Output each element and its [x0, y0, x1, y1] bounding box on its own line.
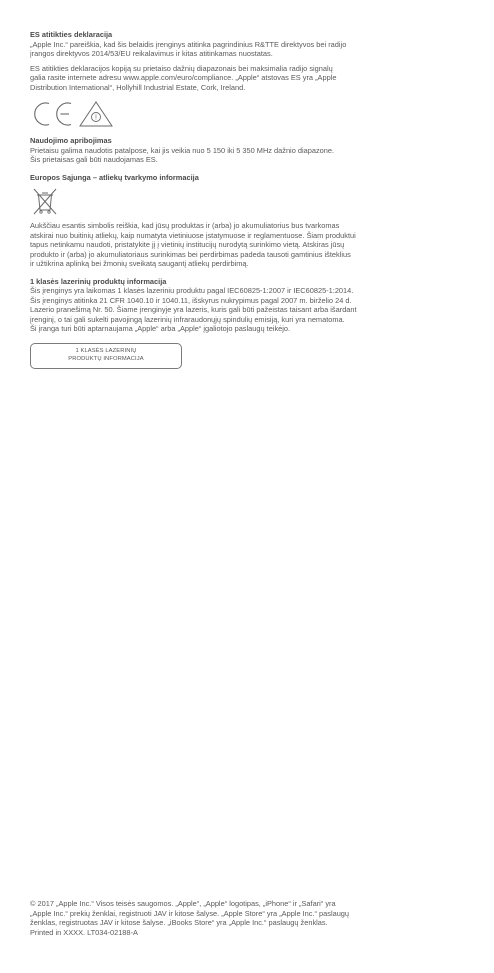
- usage-section: [30, 136, 470, 165]
- laser-info-button[interactable]: [30, 343, 182, 369]
- recycling-section: [30, 173, 470, 269]
- crossed-out-bin-icon: [30, 186, 60, 216]
- footer-text: © 2017 „Apple Inc.“ Visos teisės saugomos. „Apple“, „Apple“ logotipas, „iPhone“ ir „Safari“ yra „Apple Inc.“ prekių ženklai, registruoti JAV ir kitose šalyse. „Apple Store“ yra „Apple Inc.“ paslaugų ženklas, registruotas JAV ir kitose šalyse. „iBooks Store“ yra „Apple Inc.“ paslaugų ženklas. Printed in XXXX. LT034-02188-A: [30, 899, 350, 937]
- certification-marks: [30, 100, 470, 128]
- laser-heading: 1 klasės lazerinių produktų informacija: [30, 276, 167, 286]
- class-2-alert-icon: [78, 100, 114, 128]
- usage-heading: Naudojimo apribojimas: [30, 136, 112, 145]
- usage-paragraph: Prietaisu galima naudotis patalpose, kai jis veikia nuo 5 150 iki 5 350 MHz dažnio diapazone. Šis prietaisas gali būti naudojamas ES.: [30, 145, 335, 164]
- recycling-paragraph: Aukščiau esantis simbolis reiškia, kad jūsų produktas ir (arba) jo akumuliatorius bus tvarkomas atskirai nuo buitinių atliekų, kaip numatyta vietiniuose įstatymuose ir reglamentuose. Šiam produktui tapus netinkamu naudoti, pristatykite jį į vietinių institucijų nurodytą surinkimo vietą. Atskiras jūsų produkto ir (arba) jo akumuliatoriaus surinkimas bei perdirbimas padeda tausoti gamtinius išteklius ir užtikrina aplinką bei žmonių sveikatą saugantį atliekų perdirbimą.: [30, 221, 356, 268]
- laser-button-line-1: 1 KLASĖS LAZERINIŲ: [75, 348, 137, 355]
- declaration-section: [30, 30, 470, 92]
- declaration-paragraph-2: ES atitikties deklaracijos kopiją su prietaiso dažnių diapazonais bei maksimalia radijo signalų galia rasite internete adresu www.apple.com/euro/compliance. „Apple“ atstovas ES yra „Apple Distribution International“, Hollyhill Industrial Estate, Cork, Ireland.: [30, 63, 337, 92]
- declaration-paragraph-1: „Apple Inc.“ pareiškia, kad šis belaidis įrenginys atitinka pagrindinius R&TTE direktyvos bei radijo įrangos direktyvos 2014/53/EU reikalavimus ir kitas atitinkamas nuostatas.: [30, 39, 347, 58]
- recycling-heading: Europos Sąjunga – atliekų tvarkymo informacija: [30, 172, 199, 182]
- laser-button-line-2: PRODUKTŲ INFORMACIJA: [68, 355, 144, 362]
- legal-footer: [30, 899, 470, 937]
- declaration-heading: ES atitikties deklaracija: [30, 30, 113, 39]
- laser-paragraph: Šis įrenginys yra laikomas 1 klasės lazeriniu produktu pagal IEC60825-1:2007 ir IEC60825-1:2014. Šis įrenginys atitinka 21 CFR 1040.10 ir 1040.11, išskyrus nukrypimus pagal 2007 m. birželio 24 d. Lazerio pranešimą Nr. 50. Šiame įrenginyje yra lazeris, kuris gali būti pažeistas taisant arba išardant įrenginį, o tai gali sukelti pavojingą lazerinių infraraudonųjų spindulių emisiją, kuri yra nematoma. Ši įranga turi būti aptarnaujama „Apple“ arba „Apple“ įgaliotojo paslaugų teikėjo.: [30, 286, 357, 333]
- alert-symbol: !: [95, 114, 97, 122]
- laser-section: [30, 277, 470, 369]
- ce-mark-icon: [30, 100, 74, 128]
- compliance-content: [30, 30, 470, 369]
